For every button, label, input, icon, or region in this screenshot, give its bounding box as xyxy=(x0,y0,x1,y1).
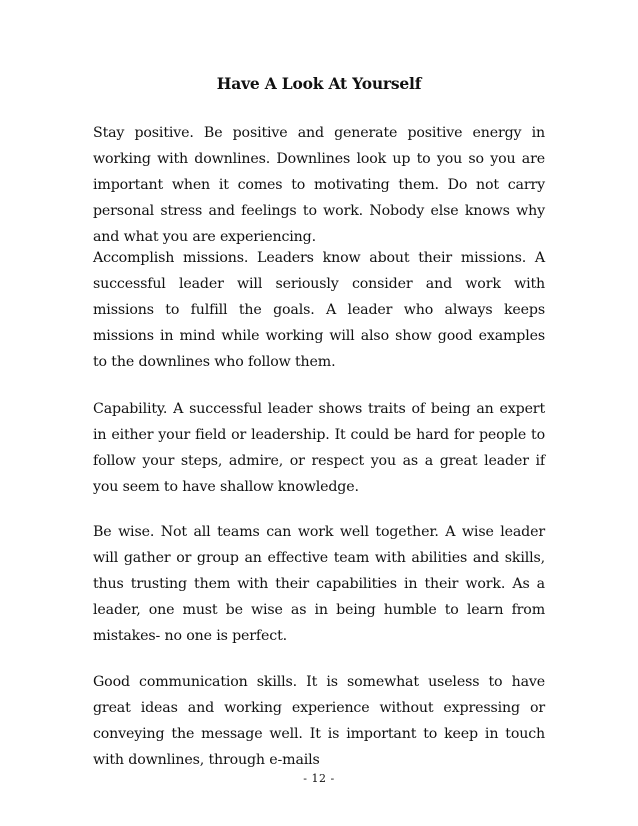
paragraph-communication-skills: Good communication skills. It is somewhat useless to have great ideas and working experience without expressing or conveying the message well. It is important to keep in touch with downlines, through e-mails xyxy=(93,674,545,768)
paragraph-be-wise: Be wise. Not all teams can work well together. A wise leader will gather or group an effective team with abilities and skills, thus trusting them with their capabilities in their work. As a leader, one must be wise as in being humble to learn from mistakes- no one is perfect. xyxy=(93,524,545,644)
paragraph-capability: Capability. A successful leader shows traits of being an expert in either your field or leadership. It could be hard for people to follow your steps, admire, or respect you as a great leader if you seem to have shallow knowledge. xyxy=(93,401,545,495)
page-title: Have A Look At Yourself xyxy=(216,74,422,93)
page-number: - 12 - xyxy=(303,772,335,785)
paragraph-accomplish-missions: Accomplish missions. Leaders know about their missions. A successful leader will seriously consider and work with missions to fulfill the goals. A leader who always keeps missions in mind while working will also show good examples to the downlines who follow them. xyxy=(93,250,545,370)
paragraph-stay-positive: Stay positive. Be positive and generate positive energy in working with downlines. Downlines look up to you so you are important when it comes to motivating them. Do not carry personal stress and feelings to work. Nobody else knows why and what you are experiencing. xyxy=(93,125,545,245)
